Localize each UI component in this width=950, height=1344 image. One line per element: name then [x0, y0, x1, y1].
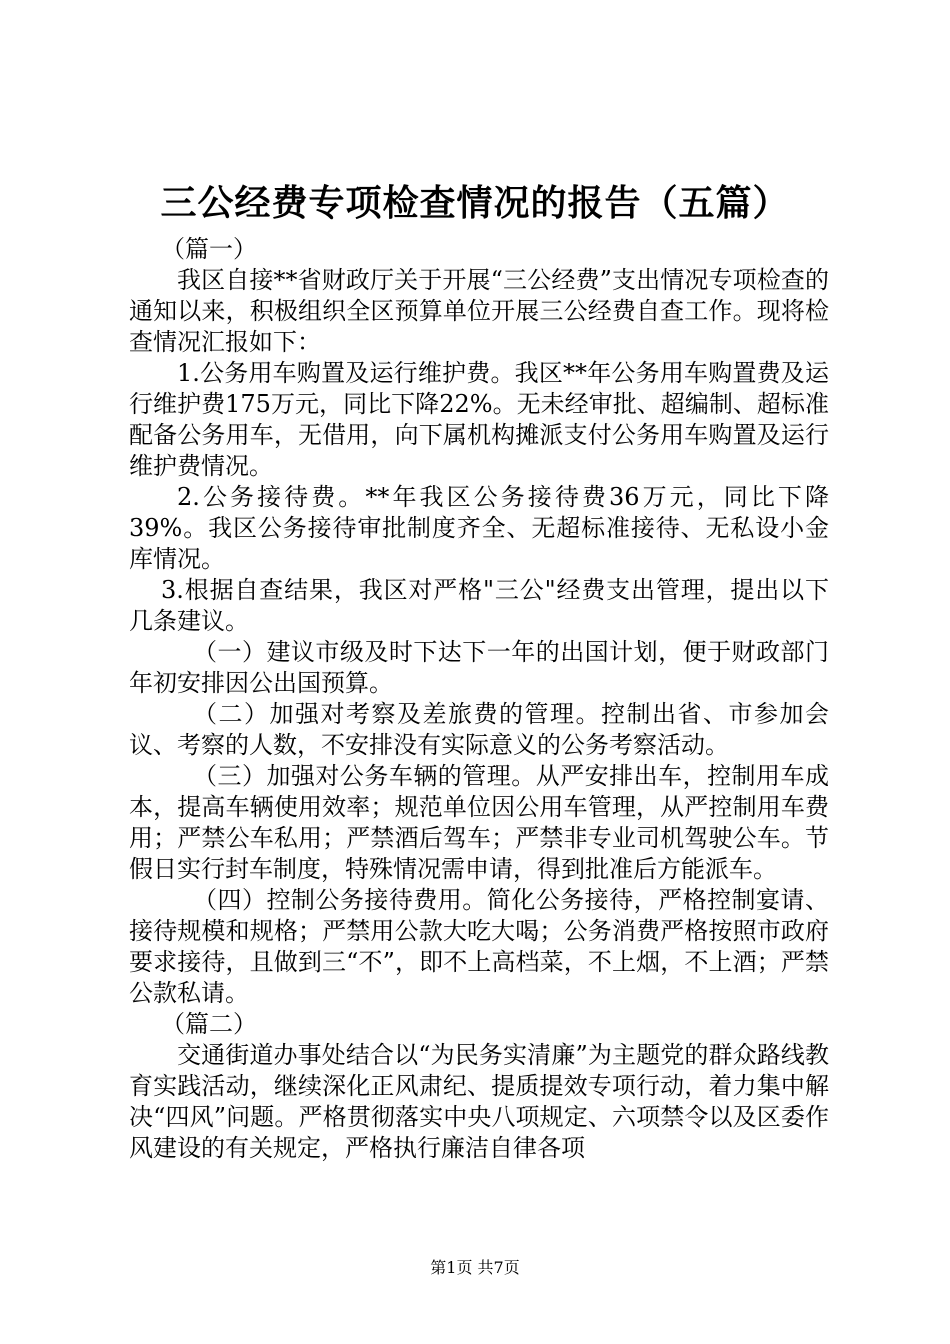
paragraph: 1.公务用车购置及运行维护费。我区**年公务用车购置费及运行维护费175万元，同比下降22%。无未经审批、超编制、超标准配备公务用车，无借用，向下属机构摊派支付公务用车购置及运行维护费情况。 [129, 359, 829, 480]
section-heading-2: （篇二） [161, 1010, 257, 1038]
paragraph: （三）加强对公务车辆的管理。从严安排出车，控制用车成本，提高车辆使用效率；规范单位因公用车管理，从严控制用车费用；严禁公车私用；严禁酒后驾车；严禁非专业司机驾驶公车。节假日实行封车制度，特殊情况需申请，得到批准后方能派车。 [129, 762, 829, 883]
paragraph: （二）加强对考察及差旅费的管理。控制出省、市参加会议、考察的人数，不安排没有实际意义的公务考察活动。 [129, 700, 829, 759]
document-body [129, 234, 829, 1164]
section-heading-1: （篇一） [161, 235, 257, 263]
document-title: 三公经费专项检查情况的报告（五篇） [160, 182, 790, 224]
paragraph: （四）控制公务接待费用。简化公务接待，严格控制宴请、接待规模和规格；严禁用公款大吃大喝；公务消费严格按照市政府要求接待，且做到三“不”，即不上高档菜，不上烟，不上酒；严禁公款私请。 [129, 886, 829, 1007]
page-footer: 第1页 共7页 [430, 1258, 520, 1277]
paragraph: 3.根据自查结果，我区对严格"三公"经费支出管理，提出以下几条建议。 [129, 576, 829, 635]
paragraph: 2.公务接待费。**年我区公务接待费36万元，同比下降39%。我区公务接待审批制度齐全、无超标准接待、无私设小金库情况。 [129, 483, 829, 573]
paragraph: 交通街道办事处结合以“为民务实清廉”为主题党的群众路线教育实践活动，继续深化正风肃纪、提质提效专项行动，着力集中解决“四风”问题。严格贯彻落实中央八项规定、六项禁令以及区委作风建设的有关规定，严格执行廉洁自律各项 [129, 1041, 829, 1162]
paragraph: （一）建议市级及时下达下一年的出国计划，便于财政部门年初安排因公出国预算。 [129, 638, 829, 697]
paragraph: 我区自接**省财政厅关于开展“三公经费”支出情况专项检查的通知以来，积极组织全区预算单位开展三公经费自查工作。现将检查情况汇报如下： [129, 266, 829, 356]
